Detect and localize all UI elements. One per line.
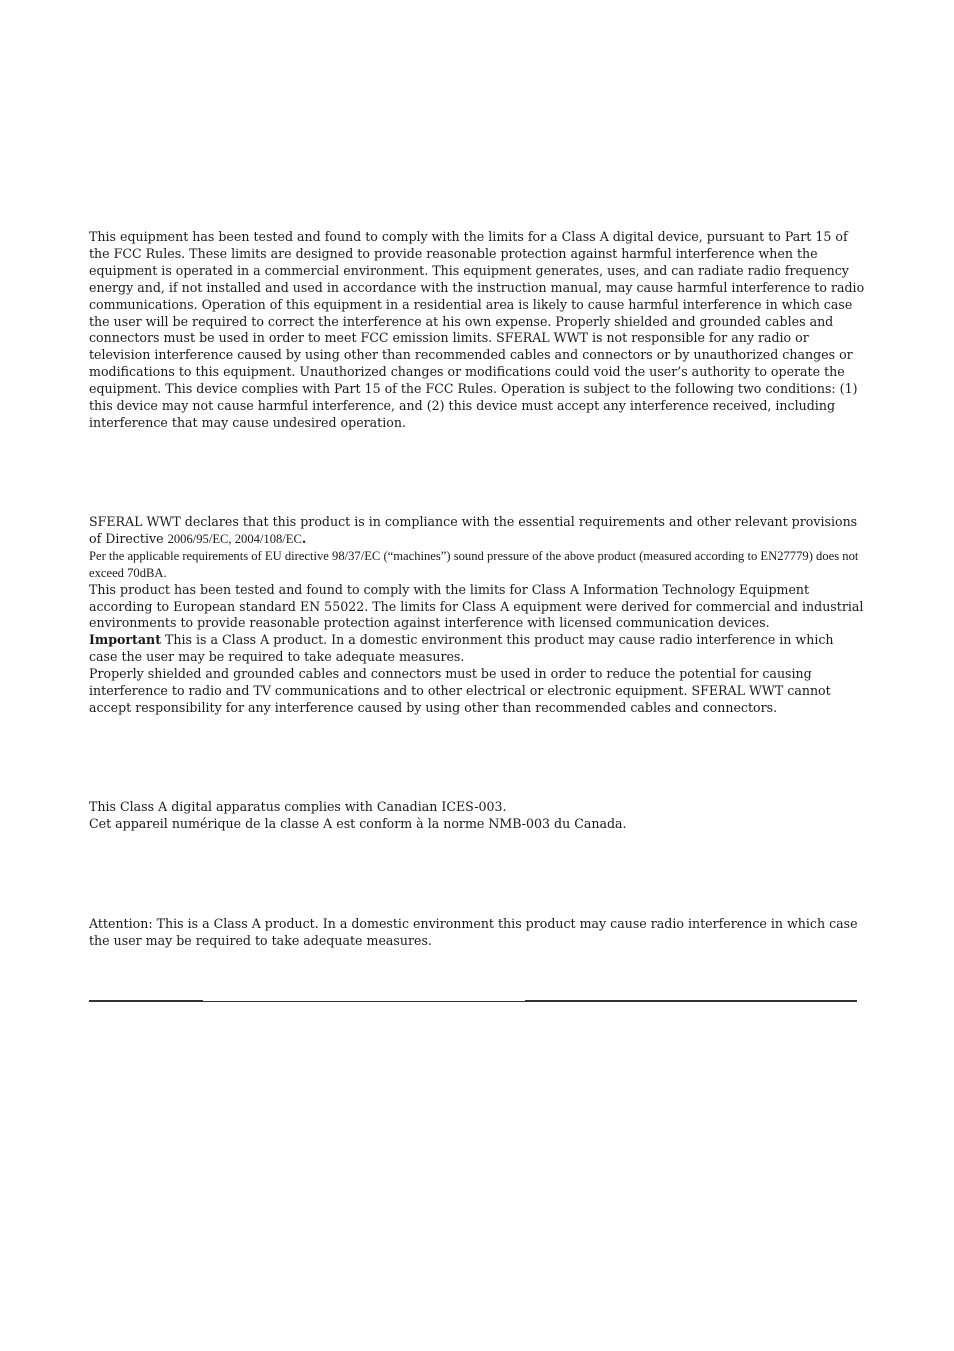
important-text: This is a Class A product. In a domestic environment this product may cause radio interference in which case the user may be required to take adequate measures. <box>89 632 834 665</box>
ce-important-paragraph <box>89 632 865 666</box>
footer-divider-right <box>525 1000 857 1002</box>
fcc-statement-paragraph: This equipment has been tested and found to comply with the limits for a Class A digital device, pursuant to Part 15 of the FCC Rules. These limits are designed to provide reasonable protection against harmful interference when the equipment is operated in a commercial environment. This equipment generates, uses, and can radiate radio frequency energy and, if not installed and used in accordance with the instruction manual, may cause harmful interference to radio communications. Operation of this equipment in a residential area is likely to cause harmful interference in which case the user will be required to correct the interference at his own expense. Properly shielded and grounded cables and connectors must be used in order to meet FCC emission limits. SFERAL WWT is not responsible for any radio or television interference caused by using other than recommended cables and connectors or by unauthorized changes or modifications to this equipment. Unauthorized changes or modifications could void the user’s authority to operate the equipment. This device complies with Part 15 of the FCC Rules. Operation is subject to the following two conditions: (1) this device may not cause harmful interference, and (2) this device must accept any interference received, including interference that may cause undesired operation. <box>89 229 865 430</box>
canada-english-statement: This Class A digital apparatus complies with Canadian ICES-003. <box>89 799 507 814</box>
ce-machines-paragraph: Per the applicable requirements of EU directive 98/37/EC (“machines”) sound pressure of the above product (measured according to EN27779) does not exceed 70dBA. <box>89 548 859 580</box>
ce-cables-paragraph: Properly shielded and grounded cables and connectors must be used in order to reduce the potential for causing interference to radio and TV communications and to other electrical or electronic equipment. SFERAL WWT cannot accept responsibility for any interference caused by using other than recommended cables and connectors. <box>89 666 831 715</box>
ce-compliance-section <box>89 514 865 717</box>
ce-declaration-paragraph <box>89 514 865 548</box>
ce-directive-period: . <box>301 530 307 546</box>
footer-divider-middle <box>203 1001 525 1002</box>
ce-tested-paragraph: This product has been tested and found to comply with the limits for Class A Information Technology Equipment according to European standard EN 55022. The limits for Class A equipment were derived for commercial and industrial environments to provide reasonable protection against interference with licensed communication devices. <box>89 581 864 631</box>
ce-directive-list: 2006/95/EC, 2004/108/EC <box>167 531 302 546</box>
canada-compliance-section <box>89 799 865 833</box>
canada-french-statement: Cet appareil numérique de la classe A est conform à la norme NMB-003 du Canada. <box>89 815 627 831</box>
attention-statement: Attention: This is a Class A product. In a domestic environment this product may cause radio interference in which case the user may be required to take adequate measures. <box>89 916 858 948</box>
attention-section <box>89 916 865 950</box>
important-label: Important <box>89 632 162 648</box>
footer-divider-left <box>89 1000 203 1002</box>
fcc-compliance-section <box>89 229 865 432</box>
ce-declaration-intro: SFERAL WWT declares that this product is in compliance with the essential requirements and other relevant provisions of Directive <box>89 514 858 546</box>
